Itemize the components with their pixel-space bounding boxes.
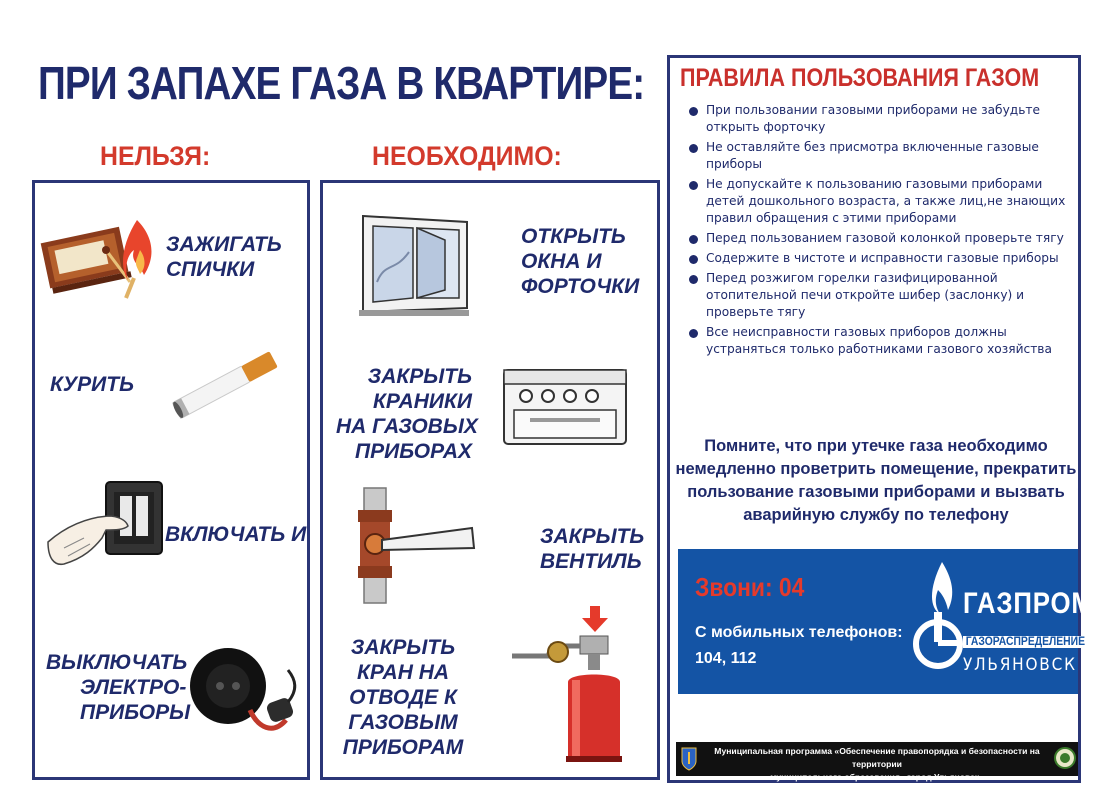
rule-item: Перед пользованием газовой колонкой проверьте тягу	[688, 230, 1073, 247]
window-icon	[355, 212, 475, 317]
required-heading: НЕОБХОДИМО:	[372, 141, 562, 171]
required-label-cylinder: ЗАКРЫТЬ КРАН НА ОТВОДЕ К ГАЗОВЫМ ПРИБОРАМ	[342, 636, 464, 759]
brand-city: УЛЬЯНОВСК	[963, 655, 1077, 675]
forbidden-label-matches: ЗАЖИГАТЬ СПИЧКИ	[166, 233, 282, 281]
plug-icon	[188, 640, 303, 740]
rule-item: При пользовании газовыми приборами не забудьте открыть форточку	[688, 102, 1073, 136]
rule-item: Не оставляйте без присмотра включенные газовые приборы	[688, 139, 1073, 173]
gas-cylinder-icon	[508, 606, 638, 766]
rules-list	[688, 102, 1073, 361]
reminder-text: Помните, что при утечке газа необходимо немедленно проветрить помещение, прекратить пользование газовыми приборами и вызвать аварийную службу по телефону	[675, 437, 1077, 524]
page-title: ПРИ ЗАПАХЕ ГАЗА В КВАРТИРЕ:	[38, 57, 645, 109]
mobile-numbers: 104, 112	[695, 650, 757, 667]
rule-item: Не допускайте к пользованию газовыми приборами детей дошкольного возраста, а также лиц,не знающих правил обращения с этими приборами	[688, 176, 1073, 227]
light-switch-icon	[44, 478, 164, 578]
matches-icon	[42, 210, 162, 300]
brand-name: ГАЗПРОМ	[963, 587, 1094, 620]
forbidden-heading: НЕЛЬЗЯ:	[100, 141, 211, 171]
required-label-stove: ЗАКРЫТЬ КРАНИКИ НА ГАЗОВЫХ ПРИБОРАХ	[336, 365, 478, 463]
mobile-label: С мобильных телефонов:	[695, 624, 903, 641]
cigarette-icon	[168, 350, 283, 420]
program-emblem-icon	[1054, 747, 1076, 769]
gas-stove-icon	[500, 366, 630, 448]
forbidden-label-switch: ВКЛЮЧАТЬ И	[165, 523, 307, 546]
forbidden-label-smoking: КУРИТЬ	[50, 373, 134, 396]
program-text: Муниципальная программа «Обеспечение правопорядка и безопасности на территории муниципального образования «город Ульяновск»	[714, 746, 1040, 782]
gazprom-flame-logo	[912, 560, 962, 678]
rule-item: Все неисправности газовых приборов должны устраняться только работниками газового хозяйства	[688, 324, 1073, 358]
valve-icon	[352, 488, 482, 603]
rule-item: Перед розжигом горелки газифицированной отопительной печи откройте шибер (заслонку) и проверьте тягу	[688, 270, 1073, 321]
rule-item: Содержите в чистоте и исправности газовые приборы	[688, 250, 1073, 267]
call-title: Звони: 04	[695, 572, 805, 602]
brand-subtitle: ГАЗОРАСПРЕДЕЛЕНИЕ	[963, 636, 1088, 648]
city-crest-icon	[681, 747, 697, 771]
rules-title: ПРАВИЛА ПОЛЬЗОВАНИЯ ГАЗОМ	[680, 64, 1040, 92]
required-label-valve: ЗАКРЫТЬ ВЕНТИЛЬ	[540, 525, 645, 573]
forbidden-label-appliances: ВЫКЛЮЧАТЬ ЭЛЕКТРО- ПРИБОРЫ	[46, 651, 191, 724]
required-label-window: ОТКРЫТЬ ОКНА И ФОРТОЧКИ	[521, 225, 640, 298]
